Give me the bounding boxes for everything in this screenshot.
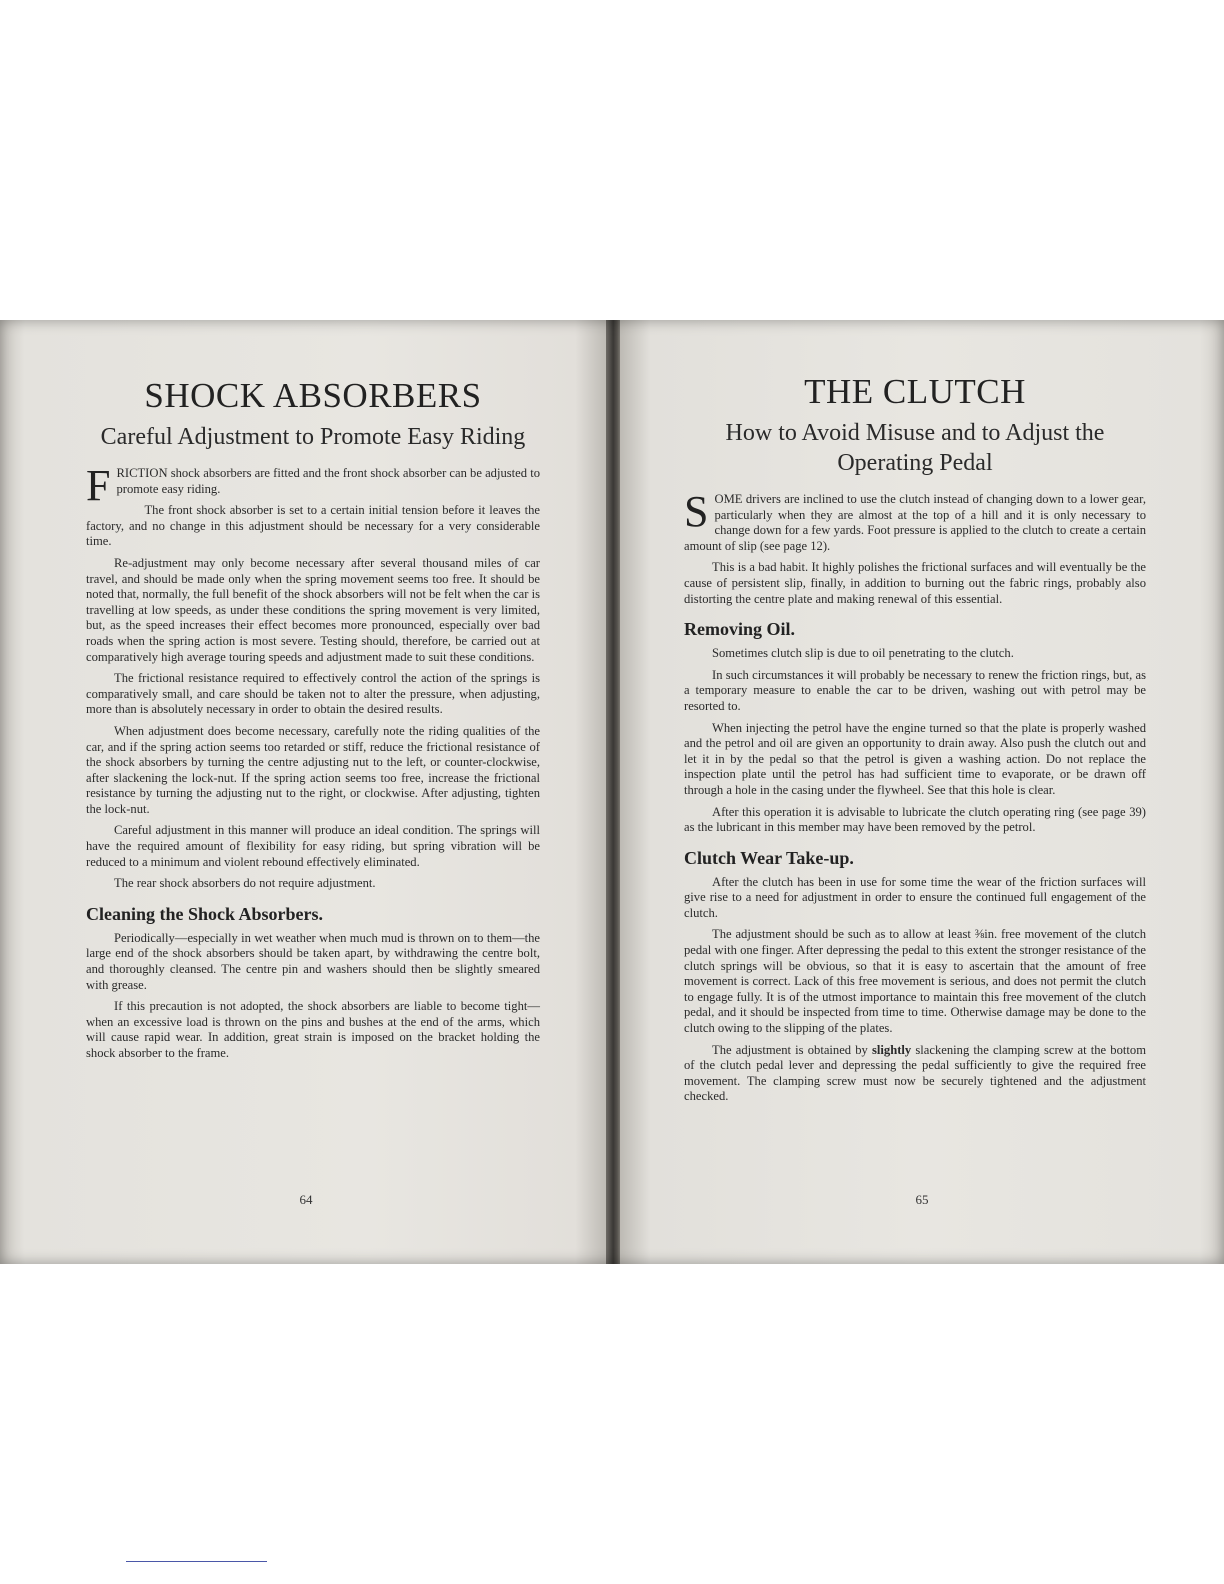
right-section2-paragraph: After the clutch has been in use for some time the wear of the friction surfaces will give rise to a need for adjustment in order to ensure the continued full engagement of the clutch. xyxy=(684,874,1146,920)
dropcap-s: S xyxy=(684,487,709,536)
right-section1-paragraph: Sometimes clutch slip is due to oil penetrating to the clutch. xyxy=(712,646,1014,661)
right-intro-text: OME drivers are inclined to use the clutch instead of changing down to a lower gear, particularly when they are almost at the top of a hill and it is only necessary to change down for a few yards. Foot pressure is applied to the clutch to create a certain amount of slip (see page 12). xyxy=(684,492,1146,553)
section-heading-removing-oil: Removing Oil. xyxy=(684,619,795,640)
left-intro-text: RICTION shock absorbers are fitted and the front shock absorber can be adjusted to promote easy riding. xyxy=(116,466,540,496)
left-paragraph: When adjustment does become necessary, carefully note the riding qualities of the car, and if the spring action seems too retarded or stiff, reduce the frictional resistance of the shock absorbers by turning the centre adjusting nut to the left, or counter-clockwise, after slackening the lock-nut. If the spring action seems too free, increase the frictional resistance by turning the adjusting nut to the right, or clockwise. After adjusting, tighten the lock-nut. xyxy=(86,723,540,816)
left-section-paragraph: Periodically—especially in wet weather when much mud is thrown on to them—the large end of the shock absorbers should be taken apart, by withdrawing the centre bolt, and thoroughly cleansed. The centre pin and washers should then be slightly smeared with grease. xyxy=(86,930,540,992)
right-paragraph: This is a bad habit. It highly polishes the frictional surfaces and will eventually be the cause of persistent slip, finally, in addition to burning out the fabric rings, probably also distorting the centre plate and making renewal of this essential. xyxy=(684,560,1146,606)
bold-word-slightly: slightly xyxy=(872,1042,912,1057)
left-page xyxy=(0,320,612,1264)
right-page-subtitle: How to Avoid Misuse and to Adjust the Operating Pedal xyxy=(725,420,1105,476)
left-paragraph: Re-adjustment may only become necessary after several thousand miles of car travel, and should be made only when the spring movement seems too free. It should be noted that, normally, the full benefit of the shock absorbers will not be felt when the car is travelling at low speeds, as under these conditions the spring movement is very limited, but, as the speed increases their effect becomes more pronounced, especially over bad roads when the spring action is most severe. Testing should, therefore, be carried out at comparatively high average touring speeds and adjustment made to suit these conditions. xyxy=(86,555,540,664)
left-page-title: SHOCK ABSORBERS xyxy=(144,376,482,415)
right-page-title: THE CLUTCH xyxy=(804,372,1026,411)
left-paragraph: Careful adjustment in this manner will produce an ideal condition. The springs will have the required amount of flexibility for easy riding, but spring vibration will be reduced to a minimum and violent rebound effectively eliminated. xyxy=(86,823,540,869)
section-heading-cleaning: Cleaning the Shock Absorbers. xyxy=(86,903,324,924)
right-last-paragraph xyxy=(684,1043,1146,1105)
right-intro-paragraph xyxy=(684,487,1146,554)
left-intro-paragraph xyxy=(86,461,540,510)
right-section1-paragraph: In such circumstances it will probably be necessary to renew the friction rings, but, as a temporary measure to enable the car to be driven, washing out with petrol may be resorted to. xyxy=(684,667,1146,713)
left-paragraph: The frictional resistance required to effectively control the action of the springs is comparatively small, and care should be taken not to alter the pressure, when adjusting, more than is absolutely necessary in order to obtain the desired results. xyxy=(86,671,540,717)
left-section-paragraph: If this precaution is not adopted, the shock absorbers are liable to become tight—when an excessive load is thrown on the pins and bushes at the end of the arms, which will cause rapid wear. In addition, great strain is imposed on the bracket holding the shock absorber to the frame. xyxy=(86,999,540,1060)
right-section1-paragraph: When injecting the petrol have the engine turned so that the plate is properly washed and the petrol and oil are given an opportunity to drain away. Also push the clutch out and let it in by the pedal so that the petrol is given a washing action. Do not replace the inspection plate until the petrol has had sufficient time to evaporate, or be drawn off through a hole in the casing under the flywheel. See that this hole is clear. xyxy=(684,720,1146,797)
left-page-subtitle: Careful Adjustment to Promote Easy Riding xyxy=(100,424,526,450)
last-paragraph-start: The adjustment is obtained by xyxy=(712,1042,873,1057)
book-spread xyxy=(0,320,1224,1264)
right-section2-paragraph: The adjustment should be such as to allow at least ⅜in. free movement of the clutch pedal with one finger. After depressing the pedal to this extent the stronger resistance of the clutch springs will be obvious, so that it is easy to ascertain that the amount of free movement is correct. Lack of this free movement is serious, and does not permit the clutch to engage fully. It is of the utmost importance to maintain this free movement of the clutch pedal, and it should be inspected from time to time. Otherwise damage may be done to the clutch owing to the slipping of the plates. xyxy=(684,927,1146,1036)
blue-underline-mark xyxy=(126,1561,267,1562)
left-paragraph: The rear shock absorbers do not require adjustment. xyxy=(114,876,376,891)
last-paragraph-end: slackening the clamping screw at the bottom of the clutch pedal lever and depressing the pedal sufficiently to give the required free movement. The clamping screw must now be securely tightened and the adjustment checked. xyxy=(684,1042,1146,1104)
right-section1-paragraph: After this operation it is advisable to lubricate the clutch operating ring (see page 39) as the lubricant in this member may have been removed by the petrol. xyxy=(684,804,1146,835)
section-heading-clutch-wear: Clutch Wear Take-up. xyxy=(684,847,854,868)
right-page xyxy=(620,320,1224,1264)
page-number-right: 65 xyxy=(915,1192,929,1207)
page-number-left: 64 xyxy=(299,1192,313,1207)
dropcap-f: F xyxy=(86,461,111,510)
left-paragraph: The front shock absorber is set to a certain initial tension before it leaves the factory, and no change in this adjustment should be necessary for a very considerable time. xyxy=(86,503,540,549)
